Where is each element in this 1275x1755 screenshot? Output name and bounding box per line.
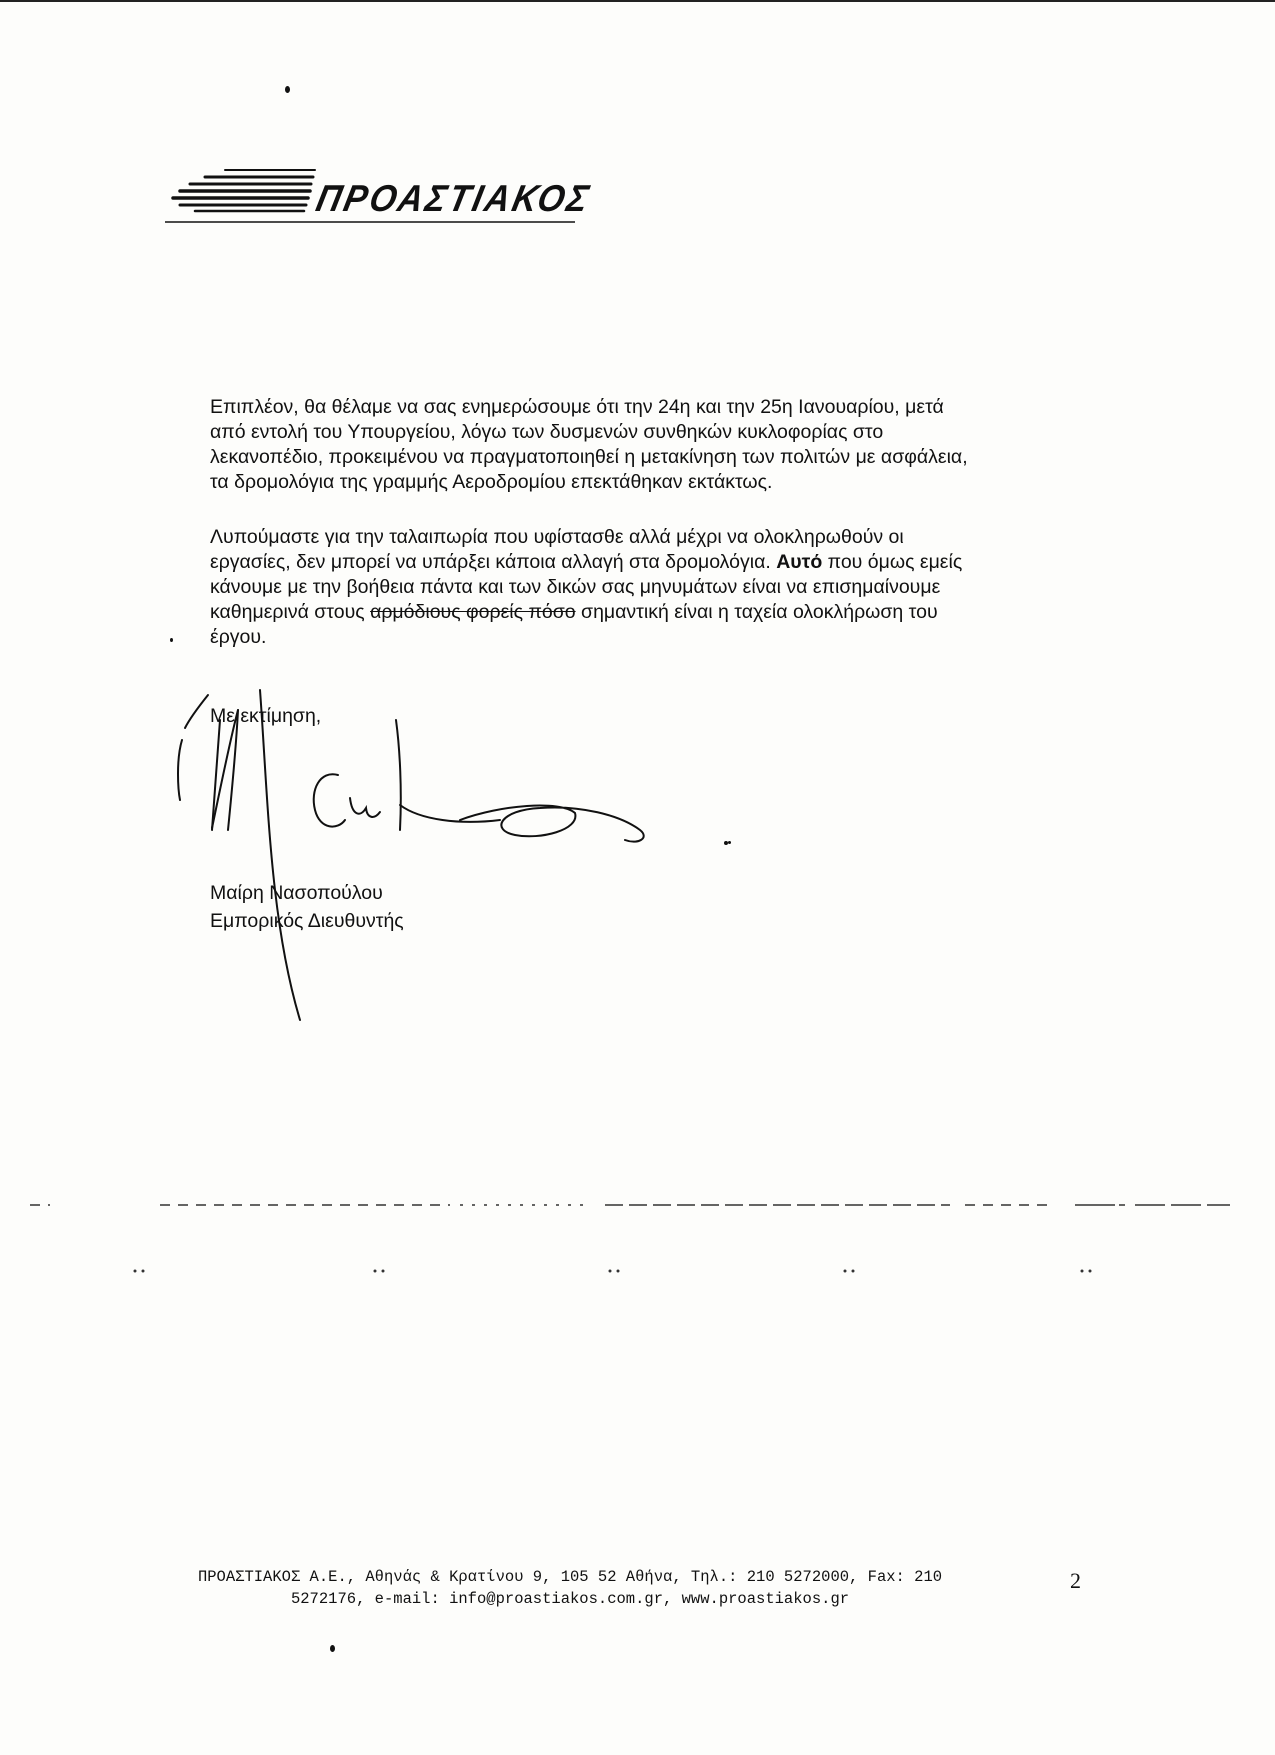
paragraph-1-line: λεκανοπέδιο, προκειμένου να πραγματοποιηθεί η μετακίνηση των πολιτών με ασφάλεια, [210, 446, 968, 468]
paragraph-2-line [210, 550, 1110, 575]
scan-dashed-lines [30, 1203, 1250, 1293]
bold-word: Αυτό [776, 551, 823, 573]
top-border-line [0, 0, 1275, 2]
handwritten-signature [160, 680, 730, 1030]
footer-line: ΠΡΟΑΣΤΙΑΚΟΣ Α.Ε., Αθηνάς & Κρατίνου 9, 105 52 Αθήνα, Τηλ.: 210 5272000, Fax: 210 [197, 1568, 943, 1586]
paragraph-2-line [210, 600, 1110, 625]
paragraph-1-line: από εντολή του Υπουργείου, λόγω των δυσμενών συνθηκών κυκλοφορίας στο [210, 421, 884, 443]
paragraph-2-text: σημαντική είναι η ταχεία ολοκλήρωση του [581, 601, 938, 623]
closing-salutation: Με εκτίμηση, [210, 705, 322, 727]
logo-wordmark: ΠΡΟΑΣΤΙΑΚΟΣ [312, 178, 596, 220]
footer-line: 5272176, e-mail: info@proastiakos.com.gr, www.proastiakos.gr [290, 1590, 850, 1608]
scan-speck [285, 86, 290, 93]
scan-speck [170, 638, 173, 642]
footer-contact-info [110, 1566, 1030, 1610]
paragraph-2-line: έργου. [210, 626, 267, 648]
struck-text: αρμόδιους φορείς πόσο [370, 601, 576, 623]
paragraph-2-text: που όμως εμείς [827, 551, 963, 573]
company-logo [165, 168, 596, 230]
paragraph-1-line: Επιπλέον, θα θέλαμε να σας ενημερώσουμε ότι την 24η και την 25η Ιανουαρίου, μετά [210, 396, 944, 418]
paragraph-2 [210, 525, 1110, 650]
paragraph-2-text: εργασίες, δεν μπορεί να υπάρξει κάποια αλλαγή στα δρομολόγια. [210, 551, 771, 573]
paragraph-2-text: καθημερινά στους [210, 601, 365, 623]
signatory-title: Εμπορικός Διευθυντής [210, 910, 404, 932]
paragraph-2-line: κάνουμε με την βοήθεια πάντα και των δικών σας μηνυμάτων είναι να επισημαίνουμε [210, 576, 941, 598]
signatory-name: Μαίρη Νασοπούλου [210, 882, 383, 904]
scan-speck [330, 1645, 335, 1652]
paragraph-1 [210, 395, 1110, 495]
paragraph-1-line: τα δρομολόγια της γραμμής Αεροδρομίου επεκτάθηκαν εκτάκτως. [210, 471, 773, 493]
page-number: 2 [1070, 1568, 1081, 1593]
paragraph-2-line: Λυπούμαστε για την ταλαιπωρία που υφίστασθε αλλά μέχρι να ολοκληρωθούν οι [210, 526, 904, 548]
